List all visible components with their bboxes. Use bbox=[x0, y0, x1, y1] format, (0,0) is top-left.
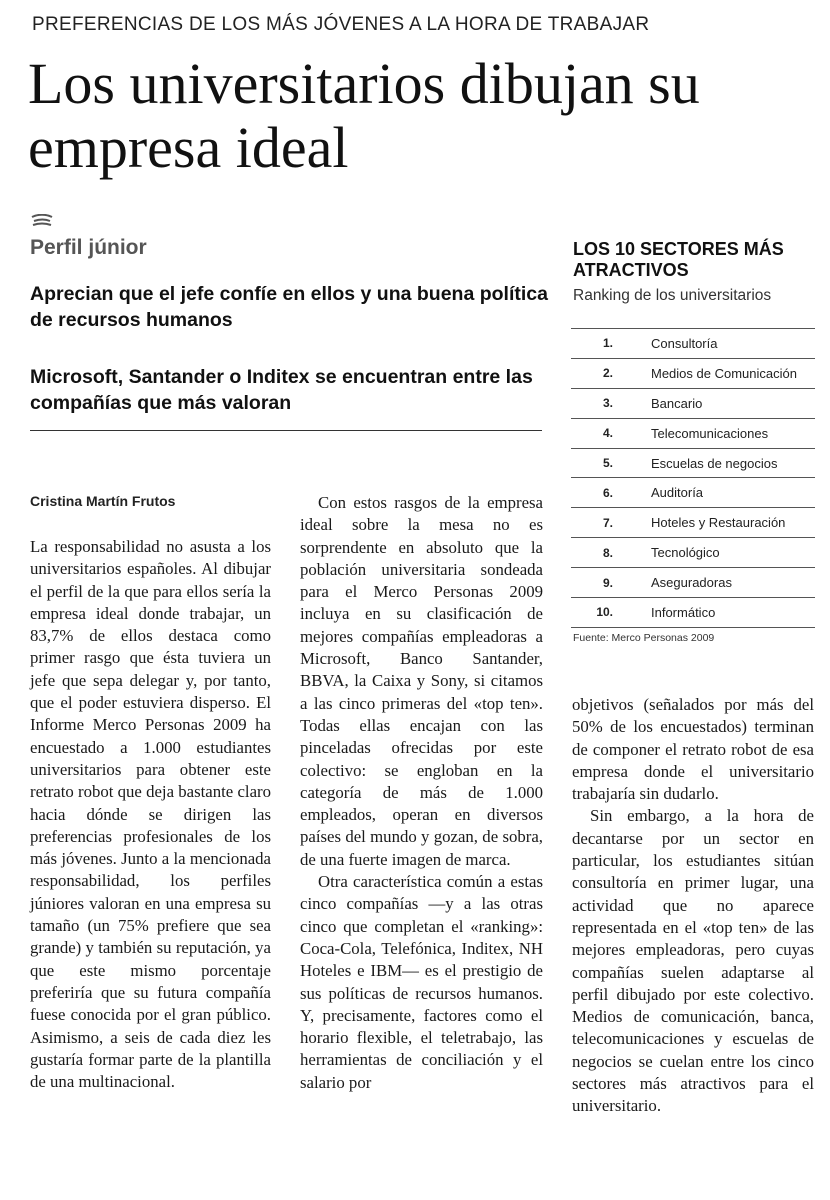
ranking-list bbox=[571, 328, 815, 628]
sector-name: Informático bbox=[651, 604, 716, 620]
ranking-title: LOS 10 SECTORES MÁS ATRACTIVOS bbox=[573, 239, 784, 280]
divider-rule bbox=[30, 430, 542, 431]
sector-name: Tecnológico bbox=[651, 545, 720, 561]
ranking-item bbox=[571, 477, 815, 507]
sector-name: Telecomunicaciones bbox=[651, 425, 769, 441]
rank-number: 8. bbox=[602, 545, 613, 560]
rank-number: 3. bbox=[602, 396, 613, 411]
ranking-item bbox=[571, 388, 815, 418]
rank-number: 6. bbox=[602, 485, 613, 500]
sector-name: Bancario bbox=[651, 395, 703, 411]
ranking-item bbox=[571, 448, 815, 478]
rank-number: 9. bbox=[602, 575, 613, 590]
rank-number: 7. bbox=[602, 515, 613, 530]
body-column-2 bbox=[300, 492, 543, 1094]
sector-name: Medios de Comunicación bbox=[651, 365, 797, 381]
rank-number: 4. bbox=[602, 426, 613, 441]
ranking-item bbox=[571, 358, 815, 388]
sector-name: Escuelas de negocios bbox=[651, 455, 778, 471]
ranking-source: Fuente: Merco Personas 2009 bbox=[573, 632, 715, 644]
ranking-item bbox=[571, 418, 815, 448]
publication-logo-icon bbox=[30, 214, 54, 228]
rank-number: 5. bbox=[602, 456, 613, 470]
ranking-item bbox=[571, 567, 815, 597]
body-column-3 bbox=[572, 694, 814, 1118]
article-headline: Los universitarios dibujan su empresa ideal bbox=[28, 51, 700, 180]
rank-number: 2. bbox=[602, 366, 613, 381]
paragraph: Sin embargo, a la hora de decantarse por un sector en particular, los estudiantes sitúan consultoría en primer lugar, una actividad que no aparece representada en el «top ten» de las mejores empleadoras, pero cuyas compañías suelen adaptarse al perfil dibujado por este colectivo. Medios de comunicación, banca, telecomunicaciones y escuelas de negocios se cuelan entre los cinco sectores más atractivos para el universitario. bbox=[572, 806, 814, 1116]
paragraph: La responsabilidad no asusta a los universitarios españoles. Al dibujar el perfil de la que para ellos sería la empresa ideal donde trabajar, un 83,7% de ellos destaca como primer rasgo que ésta tuviera un jefe que sepa delegar y, por tanto, que el poder estuviera disperso. El Informe Merco Personas 2009 ha encuestado a 1.000 estudiantes universitarios para obtener este retrato robot que deja bastante claro hacia dónde se dirigen las preferencias profesionales de los más jóvenes. Junto a la mencionada responsabilidad, los perfiles júniores valoran en una empresa su tamaño (un 75% prefiere que sea grande) y también su reputación, ya que este mismo porcentaje preferiría que su futura compañía fuese conocida por el gran público. Asimismo, a seis de cada diez les gustaría formar parte de la plantilla de una multinacional. bbox=[30, 537, 271, 1092]
sector-name: Auditoría bbox=[651, 485, 704, 501]
sector-name: Hoteles y Restauración bbox=[651, 515, 786, 531]
paragraph: Otra característica común a estas cinco compañías —y a las otras cinco que completan el «ranking»: Coca-Cola, Telefónica, Inditex, NH Hoteles e IBM— es el prestigio de sus políticas de recursos humanos. Y, precisamente, factores como el horario flexible, el teletrabajo, las herramientas de conciliación y el salario por bbox=[300, 872, 543, 1092]
paragraph: objetivos (señalados por más del 50% de los encuestados) terminan de componer el retrato robot de esa empresa donde el universitario trabajaría sin dudarlo. bbox=[572, 695, 814, 804]
rank-number: 1. bbox=[602, 336, 613, 351]
article-kicker: PREFERENCIAS DE LOS MÁS JÓVENES A LA HORA DE TRABAJAR bbox=[32, 14, 650, 35]
ranking-item bbox=[571, 328, 815, 358]
ranking-item bbox=[571, 537, 815, 567]
subheadline-1: Aprecian que el jefe confíe en ellos y una buena política de recursos humanos bbox=[30, 283, 548, 331]
section-tag: Perfil júnior bbox=[30, 236, 147, 259]
body-column-1 bbox=[30, 536, 271, 1093]
sector-name: Aseguradoras bbox=[651, 575, 732, 591]
ranking-item bbox=[571, 507, 815, 537]
sector-name: Consultoría bbox=[651, 335, 718, 351]
rank-number: 10. bbox=[596, 605, 613, 620]
subheadline-2: Microsoft, Santander o Inditex se encuentran entre las compañías que más valoran bbox=[30, 366, 533, 414]
byline: Cristina Martín Frutos bbox=[30, 493, 176, 509]
ranking-item bbox=[571, 597, 815, 628]
ranking-subtitle: Ranking de los universitarios bbox=[573, 287, 772, 304]
paragraph: Con estos rasgos de la empresa ideal sobre la mesa no es sorprendente en absoluto que la población universitaria sondeada para el Merco Personas 2009 incluya en su clasificación de mejores compañías empleadoras a Microsoft, Banco Santander, BBVA, la Caixa y Sony, si citamos a las cinco primeras del «top ten». Todas ellas encajan con las pinceladas ofrecidas por este colectivo: se engloban en la categoría de más de 1.000 empleados, operan en diversos países del mundo y gozan, de sobra, de una fuerte imagen de marca. bbox=[300, 493, 543, 869]
